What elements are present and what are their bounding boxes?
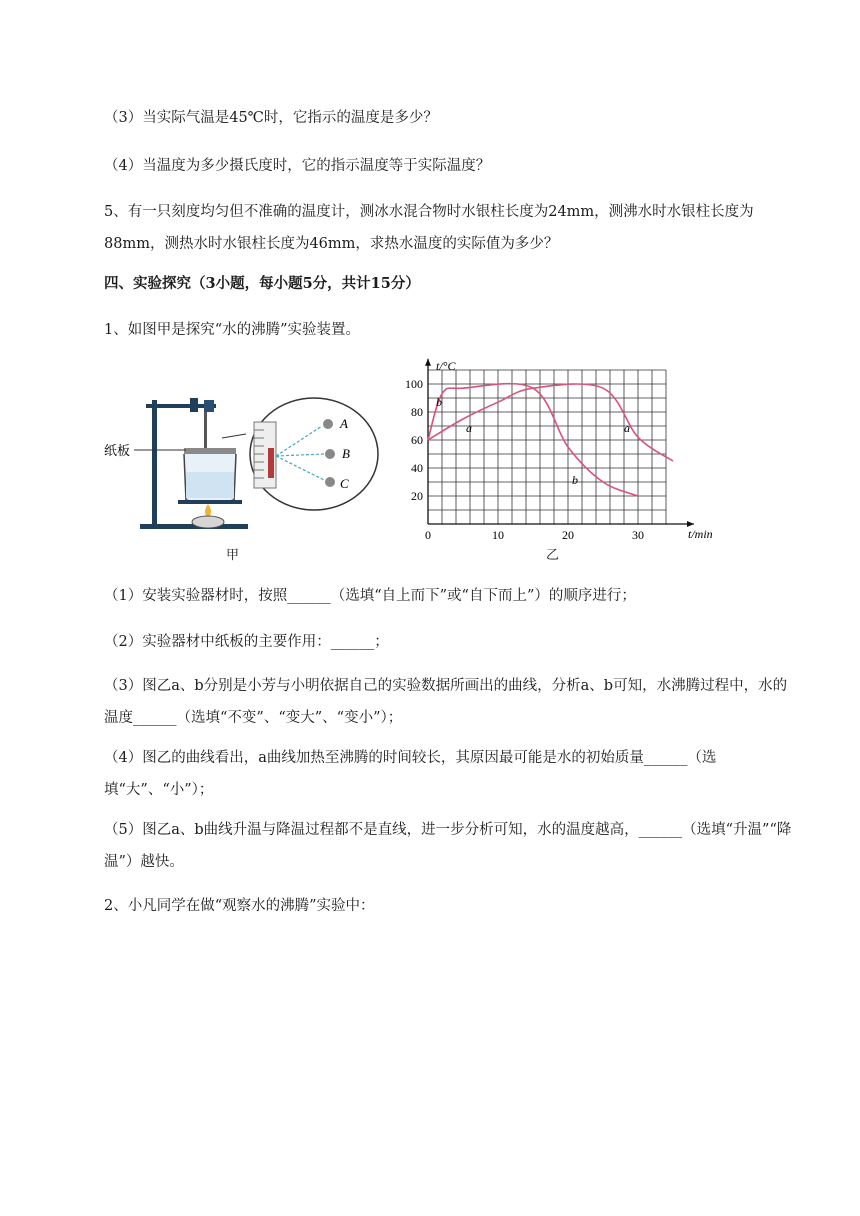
eye-icon xyxy=(323,419,333,429)
sub-question-4: （4）图乙的曲线看出，a曲线加热至沸腾的时间较长，其原因最可能是水的初始质量______（选填“大”、“小”）； xyxy=(104,750,717,798)
y-tick-label: 100 xyxy=(405,377,423,391)
y-axis-label: t/°C xyxy=(436,359,456,373)
y-tick-label: 20 xyxy=(411,489,423,503)
figure-b-caption: 乙 xyxy=(546,548,560,563)
x-tick-label: 0 xyxy=(425,528,431,542)
curve-label-a-rise: a xyxy=(466,421,472,435)
y-tick-label: 60 xyxy=(411,433,423,447)
apparatus-figure xyxy=(104,376,384,576)
y-tick-label: 40 xyxy=(411,461,423,475)
question-4: （4）当温度为多少摄氏度时，它的指示温度等于实际温度？ xyxy=(104,158,491,174)
temperature-chart xyxy=(394,356,734,556)
eye-icon xyxy=(325,477,335,487)
x-axis-label: t/min xyxy=(688,527,713,541)
x-tick-label: 20 xyxy=(562,528,574,542)
eye-label-b: B xyxy=(342,446,350,461)
x-tick-label: 30 xyxy=(632,528,644,542)
sub-question-3: （3）图乙a、b分别是小芳与小明依据自己的实验数据所画出的曲线，分析a、b可知，水沸腾过程中，水的温度______（选填“不变”、“变大”、“变小”）； xyxy=(104,678,788,726)
sub-question-1: （1）安装实验器材时，按照______（选填“自上而下”或“自下而上”）的顺序进行； xyxy=(104,588,636,604)
series-line-a xyxy=(428,384,673,461)
question-3: （3）当实际气温是45℃时，它指示的温度是多少？ xyxy=(104,110,438,126)
y-axis-arrow xyxy=(425,359,431,366)
sub-question-5: （5）图乙a、b曲线升温与降温过程都不是直线，进一步分析可知，水的温度越高，______（选填“升温”“降温”）越快。 xyxy=(104,822,792,870)
eye-label-a: A xyxy=(340,416,348,431)
question-1-intro: 1、如图甲是探究“水的沸腾”实验装置。 xyxy=(104,322,361,338)
eye-label-c: C xyxy=(340,476,349,491)
y-tick-label: 80 xyxy=(411,405,423,419)
curve-label-b-rise: b xyxy=(436,395,442,409)
section-heading: 四、实验探究（3小题，每小题5分，共计15分） xyxy=(104,275,420,292)
curve-label-b-fall: b xyxy=(572,473,578,487)
problem-5: 5、有一只刻度均匀但不准确的温度计，测冰水混合物时水银柱长度为24mm，测沸水时水银柱长度为88mm，测热水时水银柱长度为46mm，求热水温度的实际值为多少？ xyxy=(104,204,754,252)
x-tick-label: 10 xyxy=(492,528,504,542)
figure-a-caption: 甲 xyxy=(226,548,240,563)
question-2-intro: 2、小凡同学在做“观察水的沸腾”实验中： xyxy=(104,898,375,914)
curve-label-a-fall: a xyxy=(624,421,630,435)
sub-question-2: （2）实验器材中纸板的主要作用：______； xyxy=(104,634,389,650)
board-label: 纸板 xyxy=(104,443,131,458)
eye-icon xyxy=(325,449,335,459)
